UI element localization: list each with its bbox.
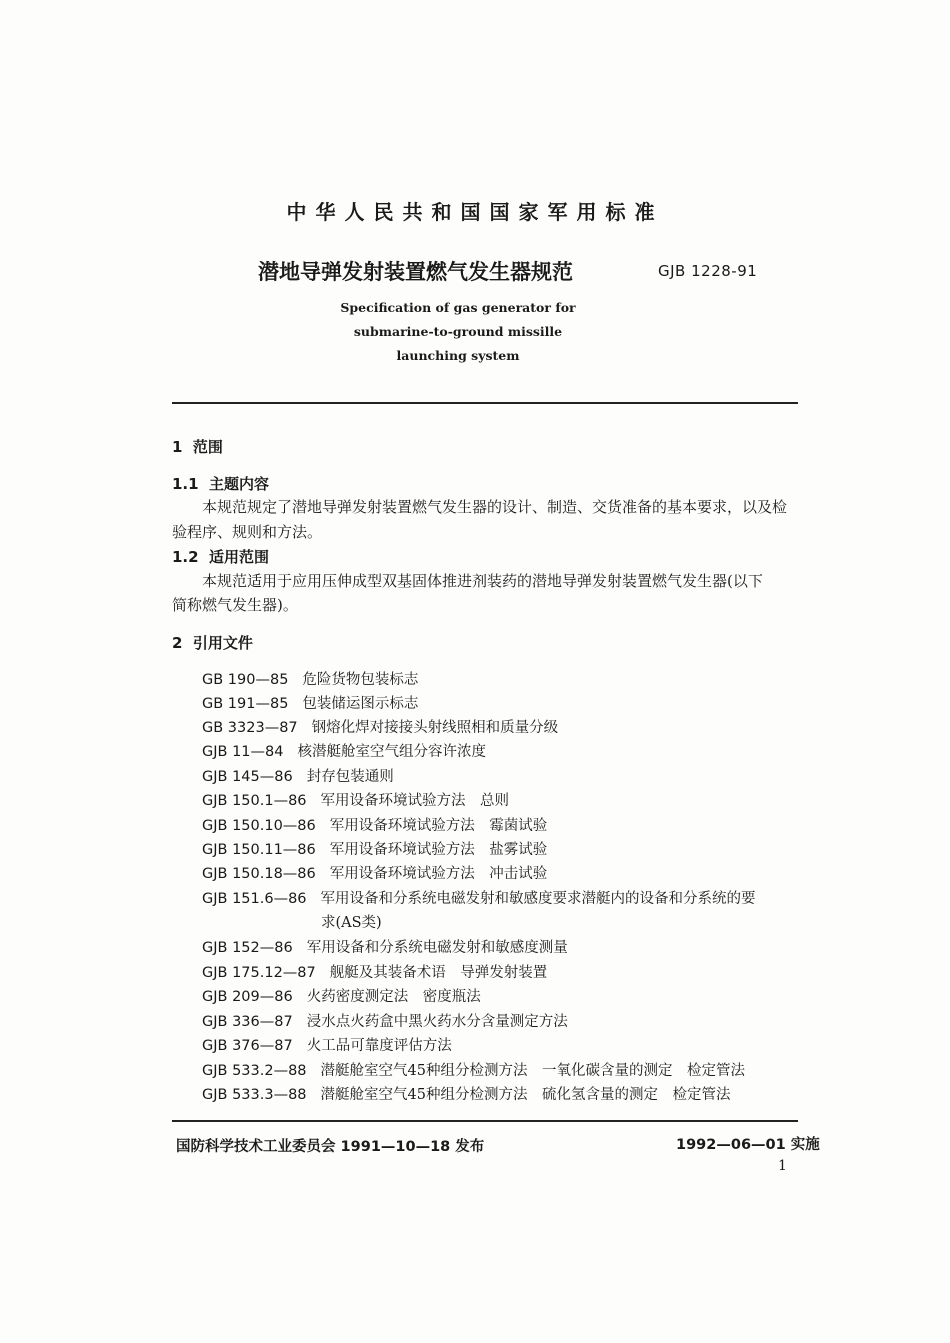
document-title: 潜地导弹发射装置燃气发生器规范 (258, 260, 573, 284)
reference-code: GJB 533.2—88 (202, 1063, 307, 1079)
reference-item-continuation: 求(AS类) (321, 915, 382, 931)
english-title-line-1: Specification of gas generator for (340, 300, 576, 315)
issue-date: 国防科学技术工业委员会 1991—10—18 发布 (176, 1139, 485, 1155)
reference-code: GJB 533.3—88 (202, 1087, 307, 1103)
header-divider (172, 402, 798, 404)
reference-code: GB 190—85 (202, 672, 289, 688)
section-title: 适用范围 (209, 548, 270, 566)
reference-code: GJB 150.10—86 (202, 818, 316, 834)
reference-item (202, 716, 558, 737)
standard-organization-title: 中华人民共和国国家军用标准 (286, 200, 664, 224)
english-title-line-2: submarine-to-ground missille (353, 324, 563, 339)
page-number: 1 (778, 1158, 787, 1174)
reference-code: GB 3323—87 (202, 720, 298, 736)
section-1-1-heading (172, 473, 269, 494)
reference-title: 军用设备和分系统电磁发射和敏感度要求潜艇内的设备和分系统的要 (320, 891, 756, 907)
reference-item (202, 961, 547, 982)
reference-code: GJB 175.12—87 (202, 965, 316, 981)
reference-item (202, 985, 481, 1006)
reference-item (202, 668, 418, 689)
reference-code: GJB 145—86 (202, 769, 293, 785)
reference-title: 火工品可靠度评估方法 (306, 1038, 452, 1054)
reference-title: 浸水点火药盒中黑火药水分含量测定方法 (306, 1014, 568, 1030)
section-title: 主题内容 (209, 475, 270, 493)
reference-item (202, 862, 547, 883)
reference-code: GJB 150.11—86 (202, 842, 316, 858)
reference-title: 核潜艇舱室空气组分容许浓度 (297, 744, 486, 760)
reference-title: 军用设备和分系统电磁发射和敏感度测量 (306, 940, 568, 956)
reference-item (202, 887, 756, 908)
reference-item (202, 838, 547, 859)
section-1-1-text-line-1: 本规范规定了潜地导弹发射装置燃气发生器的设计、制造、交货准备的基本要求，以及检 (202, 498, 788, 516)
reference-item (202, 814, 547, 835)
reference-code: GJB 11—84 (202, 744, 284, 760)
effective-date: 1992—06—01 实施 (676, 1137, 820, 1153)
reference-item (202, 1059, 745, 1080)
reference-code: GJB 151.6—86 (202, 891, 307, 907)
reference-code: GJB 209—86 (202, 989, 293, 1005)
reference-title: 潜艇舱室空气45种组分检测方法 硫化氢含量的测定 检定管法 (320, 1087, 731, 1103)
section-title: 引用文件 (192, 634, 253, 652)
reference-item (202, 936, 568, 957)
section-number: 1 (172, 438, 183, 456)
standard-code: GJB 1228-91 (658, 262, 758, 280)
reference-code: GJB 152—86 (202, 940, 293, 956)
reference-item (202, 1083, 730, 1104)
reference-title: 军用设备环境试验方法 霉菌试验 (329, 818, 548, 834)
section-1-2-text-line-2: 简称燃气发生器)。 (172, 596, 298, 614)
reference-item (202, 692, 418, 713)
footer-divider (172, 1120, 798, 1122)
section-1-2-heading (172, 546, 269, 567)
section-2-heading (172, 632, 253, 653)
reference-code: GB 191—85 (202, 696, 289, 712)
reference-code: GJB 336—87 (202, 1014, 293, 1030)
reference-title: 包装储运图示标志 (302, 696, 419, 712)
reference-code: GJB 150.18—86 (202, 866, 316, 882)
reference-title: 火药密度测定法 密度瓶法 (306, 989, 481, 1005)
section-number: 1.1 (172, 475, 199, 493)
reference-code: GJB 376—87 (202, 1038, 293, 1054)
reference-item (202, 1010, 568, 1031)
english-title-line-3: launching system (396, 348, 520, 363)
reference-title: 潜艇舱室空气45种组分检测方法 一氧化碳含量的测定 检定管法 (320, 1063, 745, 1079)
reference-item (202, 1034, 452, 1055)
section-title: 范围 (192, 438, 223, 456)
reference-title: 军用设备环境试验方法 盐雾试验 (329, 842, 548, 858)
reference-title: 封存包装通则 (306, 769, 394, 785)
section-1-1-text-line-2: 验程序、规则和方法。 (172, 523, 323, 541)
reference-item (202, 765, 394, 786)
reference-item (202, 789, 509, 810)
reference-title: 军用设备环境试验方法 冲击试验 (329, 866, 548, 882)
section-1-heading (172, 436, 223, 457)
reference-code: GJB 150.1—86 (202, 793, 307, 809)
section-number: 1.2 (172, 548, 199, 566)
reference-title: 危险货物包装标志 (302, 672, 419, 688)
reference-title: 舰艇及其装备术语 导弹发射装置 (329, 965, 548, 981)
reference-title: 钢熔化焊对接接头射线照相和质量分级 (311, 720, 559, 736)
reference-title: 军用设备环境试验方法 总则 (320, 793, 510, 809)
section-number: 2 (172, 634, 183, 652)
reference-item (202, 740, 486, 761)
section-1-2-text-line-1: 本规范适用于应用压伸成型双基固体推进剂装药的潜地导弹发射装置燃气发生器(以下 (202, 572, 763, 590)
